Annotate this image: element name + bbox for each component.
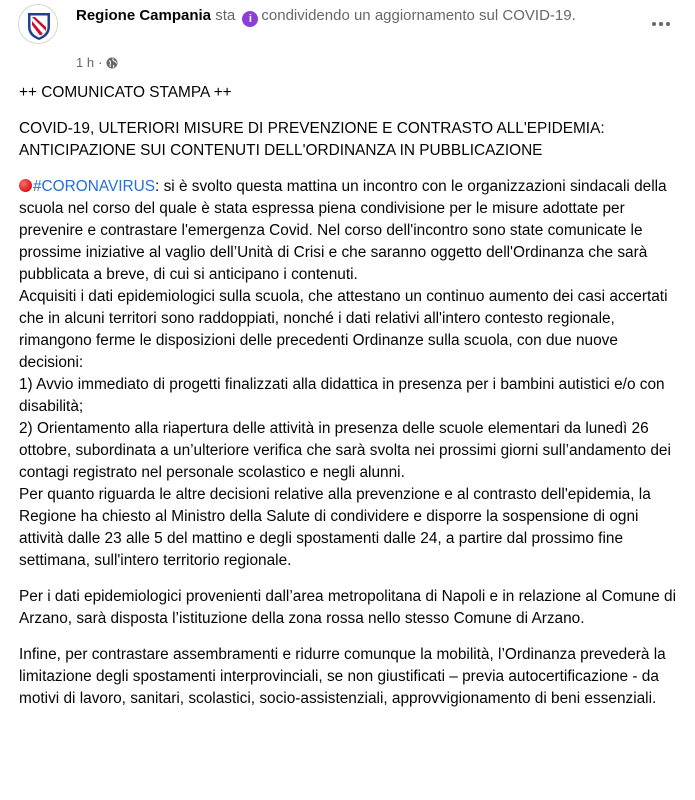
more-dot (659, 22, 663, 26)
paragraph-curfew: Per quanto riguarda le altre decisioni relative alla prevenzione e al contrasto dell'epidemia, la Regione ha chiesto al Ministro della Salute di condividere e disporre la sospensione di ogni attività dalle 23 alle 5 del mattino e degli spostamenti dalle 24, a partire dal prossimo fine settimana, sull'intero territorio regionale. (19, 486, 651, 569)
hashtag-link[interactable]: #CORONAVIRUS (33, 178, 156, 195)
meta-separator: · (98, 55, 103, 70)
more-dot (666, 22, 670, 26)
paragraph-mobility: Infine, per contrastare assembramenti e ridurre comunque la mobilità, l’Ordinanza prevederà la limitazione degli spostamenti interprovinciali, se non giustificati – previa autocertificazione - da motivi di lavoro, sanitari, scolastici, socio-assistenziali, approvvigionamento di beni essenziali. (19, 646, 666, 707)
paragraph-intro (19, 176, 679, 286)
post-timestamp[interactable]: 1 h (76, 55, 95, 70)
region-logo (19, 5, 58, 44)
paragraph-school-data: Acquisiti i dati epidemiologici sulla scuola, che attestano un continuo aumento dei casi accertati che in alcuni territori sono raddoppiati, nonché i dati relativi all'intero contesto regionale, rimangono ferme le disposizioni delle precedenti Ordinanze sulla scuola, con due nuove decisioni: (19, 288, 668, 371)
decision-1: 1) Avvio immediato di progetti finalizzati alla didattica in presenza per i bambini autistici e/o con disabilità; (19, 376, 665, 415)
post-meta (76, 55, 118, 70)
globe-icon[interactable] (106, 57, 118, 69)
intro-text: : si è svolto questa mattina un incontro con le organizzazioni sindacali della scuola nel corso del quale è stata espressa piena condivisione per le misure adottate per prevenire e contrastare l'emergenza Covid. Nel corso dell'incontro sono state comunicate le prossime iniziative al vaglio dell’Unità di Crisi e che saranno oggetto dell'Ordinanza che sarà pubblicata a breve, di cui si anticipano i contenuti. (19, 178, 667, 283)
activity-text: condividendo un aggiornamento sul COVID-19. (261, 7, 576, 24)
activity-sticker-icon: i (242, 11, 258, 27)
more-dot (652, 22, 656, 26)
page-name-link[interactable]: Regione Campania (76, 7, 212, 24)
press-release-label: ++ COMUNICATO STAMPA ++ (19, 84, 232, 101)
action-text: sta (215, 7, 236, 24)
more-options-icon[interactable] (646, 14, 676, 34)
post-text (19, 82, 679, 724)
headline: COVID-19, ULTERIORI MISURE DI PREVENZIONE E CONTRASTO ALL'EPIDEMIA: ANTICIPAZIONE SUI CONTENUTI DELL'ORDINANZA IN PUBBLICAZIONE (19, 120, 605, 159)
decision-2: 2) Orientamento alla riapertura delle attività in presenza delle scuole elementari da lunedì 26 ottobre, subordinata a un’ulteriore verifica che sarà svolta nei prossimi giorni sull’andamento dei contagi registrato nel personale scolastico e negli alunni. (19, 420, 671, 481)
page-avatar[interactable] (18, 4, 58, 44)
red-circle-icon (19, 179, 32, 192)
post-attribution (76, 5, 636, 27)
post-header (18, 4, 678, 74)
paragraph-red-zone: Per i dati epidemiologici provenienti dall’area metropolitana di Napoli e in relazione al Comune di Arzano, sarà disposta l’istituzione della zona rossa nello stesso Comune di Arzano. (19, 588, 677, 627)
